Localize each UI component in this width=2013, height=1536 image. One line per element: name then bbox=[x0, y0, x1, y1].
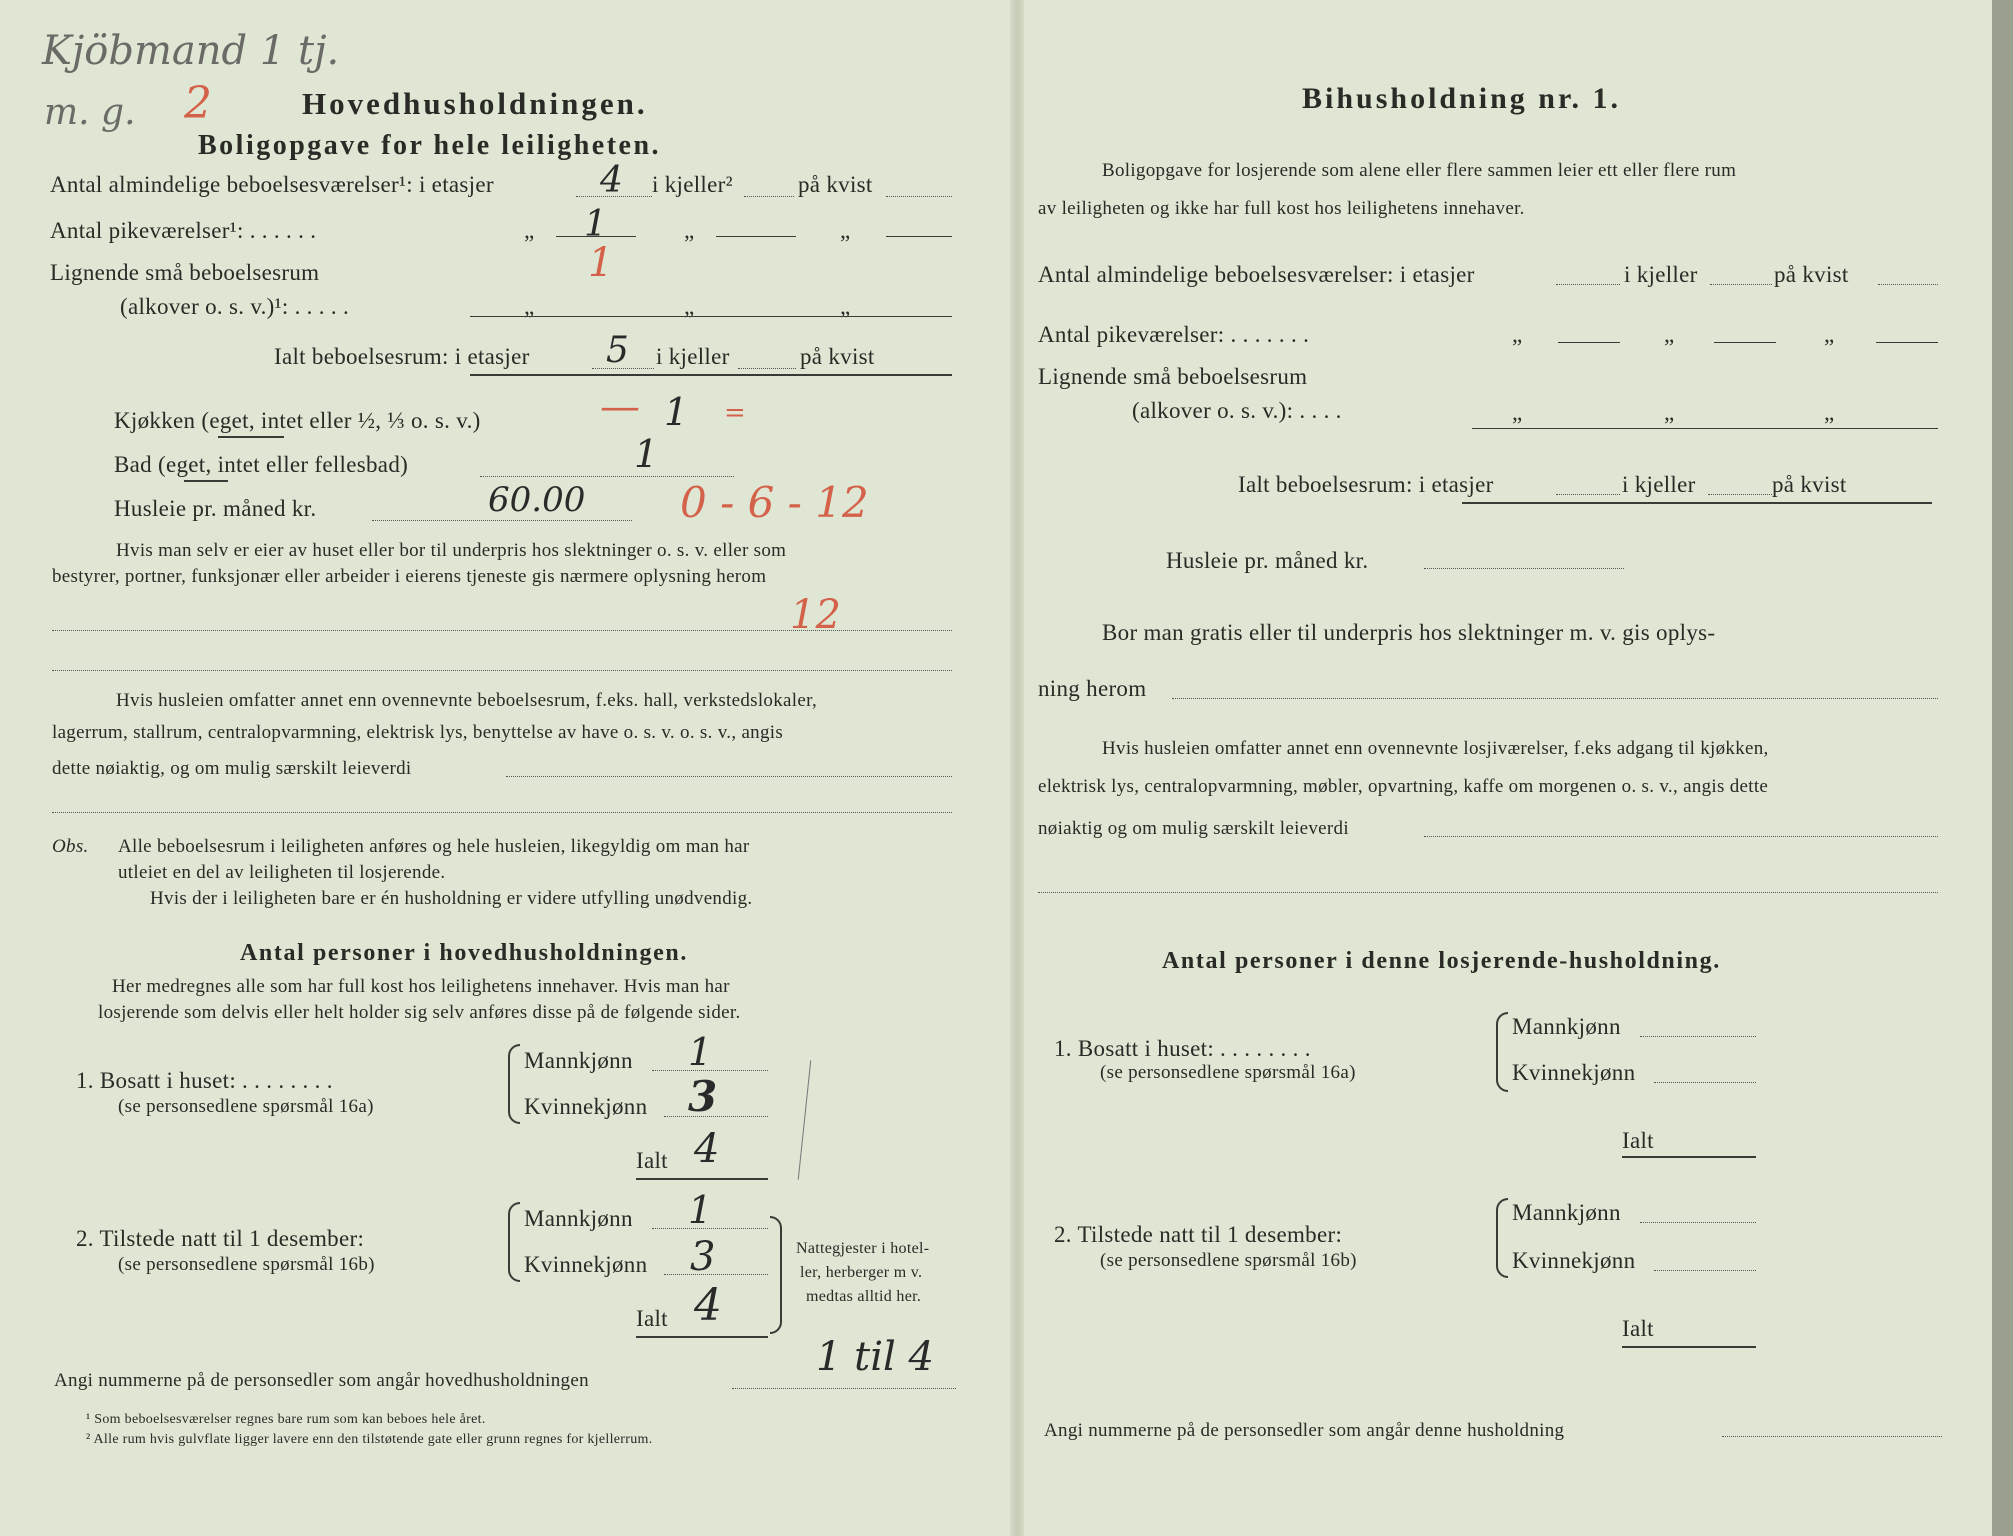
right-bor-field bbox=[1172, 698, 1938, 699]
right-pike-kjeller-field bbox=[1714, 342, 1776, 343]
right-q2-mann-field bbox=[1640, 1222, 1756, 1223]
left-q2-ialt-line bbox=[636, 1336, 768, 1338]
p1-field-2 bbox=[52, 670, 952, 671]
rooms-kjeller-field bbox=[744, 196, 794, 197]
natt-line1: Nattegjester i hotel- bbox=[796, 1240, 930, 1257]
right-husleie-field bbox=[1424, 568, 1624, 569]
left-subtitle: Boligopgave for hele leiligheten. bbox=[198, 130, 662, 161]
left-q2-mann-label: Mannkjønn bbox=[524, 1206, 633, 1231]
right-p-line2: elektrisk lys, centralopvarmning, møbler, opvartning, kaffe om morgenen o. s. v., angis dette bbox=[1038, 776, 1769, 797]
right-small-rooms-line1: Lignende små beboelsesrum bbox=[1038, 364, 1308, 389]
right-p-field-2 bbox=[1038, 892, 1938, 893]
right-q1-mann-field bbox=[1640, 1036, 1756, 1037]
right-rooms-line: Antal almindelige beboelsesværelser: i etasjer bbox=[1038, 262, 1475, 287]
left-q2-label: 2. Tilstede natt til 1 desember: bbox=[76, 1226, 365, 1251]
obs-line1: Alle beboelsesrum i leiligheten anføres og hele husleien, likegyldig om man har bbox=[118, 836, 750, 857]
right-q1-sub: (se personsedlene spørsmål 16a) bbox=[1100, 1062, 1356, 1083]
ditto-mark: „ bbox=[1512, 322, 1523, 347]
ditto-mark: „ bbox=[1664, 322, 1675, 347]
right-intro-line1: Boligopgave for losjerende som alene eller flere sammen leier ett eller flere rum bbox=[1102, 160, 1737, 181]
right-rooms-kvist-field bbox=[1878, 284, 1938, 285]
ditto-mark: „ bbox=[524, 218, 535, 243]
kjokken-eget-underline bbox=[218, 436, 284, 438]
p2-field-1 bbox=[506, 776, 952, 777]
pike-etasjer-value: 1 bbox=[584, 204, 607, 245]
right-bor-line1: Bor man gratis eller til underpris hos slektninger m. v. gis oplys- bbox=[1102, 620, 1716, 645]
ditto-mark: „ bbox=[1512, 400, 1523, 425]
left-q2-kvinne-value: 3 bbox=[690, 1234, 716, 1280]
right-q1-brace bbox=[1496, 1012, 1508, 1092]
small-rooms-line1: Lignende små beboelsesrum bbox=[50, 260, 320, 285]
husleie-field bbox=[372, 520, 632, 521]
pike-kjeller-field bbox=[716, 236, 796, 237]
husleie-label: Husleie pr. måned kr. bbox=[114, 496, 317, 521]
right-rooms-kjeller-field bbox=[1710, 284, 1772, 285]
small-rooms-field bbox=[470, 316, 952, 317]
ialt-kjeller-field bbox=[738, 368, 796, 369]
right-rooms-kjeller-label: i kjeller bbox=[1624, 262, 1698, 287]
right-ialt-kjeller-field bbox=[1708, 494, 1772, 495]
p2-field-2 bbox=[52, 812, 952, 813]
margin-note-number: 2 bbox=[184, 78, 212, 129]
right-ialt-kjeller-label: i kjeller bbox=[1622, 472, 1696, 497]
margin-note-2: m. g. bbox=[44, 92, 136, 133]
p1-field-1 bbox=[52, 630, 952, 631]
ialt-kvist-label: på kvist bbox=[800, 344, 875, 369]
right-pike-kvist-field bbox=[1876, 342, 1938, 343]
left-q1-ialt-line bbox=[636, 1178, 768, 1180]
rooms-line: Antal almindelige beboelsesværelser¹: i etasjer bbox=[50, 172, 494, 197]
small-rooms-line2: (alkover o. s. v.)¹: . . . . . bbox=[120, 294, 350, 319]
bad-label: Bad (eget, intet eller fellesbad) bbox=[114, 452, 409, 477]
p2-line2: lagerrum, stallrum, centralopvarmning, elektrisk lys, benyttelse av have o. s. v. o. s. v., angis bbox=[52, 722, 784, 743]
right-p-field-1 bbox=[1424, 836, 1938, 837]
left-title: Hovedhusholdningen. bbox=[302, 86, 648, 121]
left-q1-kvinne-value: 3 bbox=[688, 1072, 718, 1121]
right-q1-ialt-line bbox=[1622, 1156, 1756, 1158]
kjokken-value: 1 bbox=[664, 390, 689, 434]
natt-brace bbox=[770, 1216, 782, 1334]
right-intro-line2: av leiligheten og ikke har full kost hos leilighetens innehaver. bbox=[1038, 198, 1525, 219]
left-q2-kvinne-label: Kvinnekjønn bbox=[524, 1252, 648, 1277]
left-q2-kvinne-field bbox=[664, 1274, 768, 1275]
margin-note: Kjöbmand 1 tj. bbox=[42, 28, 340, 74]
bad-value: 1 bbox=[634, 432, 659, 476]
rooms-kvist-label: på kvist bbox=[798, 172, 873, 197]
obs-label: Obs. bbox=[52, 836, 89, 857]
ditto-mark: „ bbox=[524, 294, 535, 319]
left-angi-field bbox=[732, 1388, 956, 1389]
right-small-rooms-field bbox=[1472, 428, 1938, 429]
right-ialt-underline bbox=[1462, 502, 1932, 504]
pike-label: Antal pikeværelser¹: . . . . . . bbox=[50, 218, 317, 243]
left-q2-mann-value: 1 bbox=[688, 1188, 713, 1232]
p1-line1: Hvis man selv er eier av huset eller bor til underpris hos slektninger o. s. v. eller som bbox=[116, 540, 787, 561]
right-rooms-kvist-label: på kvist bbox=[1774, 262, 1849, 287]
right-q2-kvinne-label: Kvinnekjønn bbox=[1512, 1248, 1636, 1273]
left-q1-ialt-label: Ialt bbox=[636, 1148, 668, 1173]
right-ialt-label: Ialt beboelsesrum: i etasjer bbox=[1238, 472, 1494, 497]
left-q1-label: 1. Bosatt i huset: . . . . . . . . bbox=[76, 1068, 333, 1093]
ditto-mark: „ bbox=[684, 294, 695, 319]
left-q2-ialt-label: Ialt bbox=[636, 1306, 668, 1331]
p2-line3: dette nøiaktig, og om mulig særskilt leieverdi bbox=[52, 758, 412, 779]
right-ialt-kvist-label: på kvist bbox=[1772, 472, 1847, 497]
red-12: 12 bbox=[790, 592, 841, 638]
left-q2-sub: (se personsedlene spørsmål 16b) bbox=[118, 1254, 375, 1275]
left-q2-ialt-value: 4 bbox=[694, 1280, 722, 1331]
left-q1-kvinne-label: Kvinnekjønn bbox=[524, 1094, 648, 1119]
right-rooms-etasjer-field bbox=[1556, 284, 1620, 285]
right-q1-kvinne-label: Kvinnekjønn bbox=[1512, 1060, 1636, 1085]
right-pike-etasjer-field bbox=[1558, 342, 1620, 343]
left-angi-label: Angi nummerne på de personsedler som angår hovedhusholdningen bbox=[54, 1370, 589, 1391]
footnote-2: ² Alle rum hvis gulvflate ligger lavere enn den tilstøtende gate eller grunn regnes for kjellerrum. bbox=[86, 1432, 653, 1447]
right-q2-sub: (se personsedlene spørsmål 16b) bbox=[1100, 1250, 1357, 1271]
left-q1-mann-label: Mannkjønn bbox=[524, 1048, 633, 1073]
kjokken-red-dash: — bbox=[600, 384, 640, 430]
rooms-kjeller-label: i kjeller² bbox=[652, 172, 733, 197]
right-q1-ialt-label: Ialt bbox=[1622, 1128, 1654, 1153]
rooms-etasjer-value: 4 bbox=[600, 160, 623, 201]
ditto-mark: „ bbox=[684, 218, 695, 243]
right-q2-kvinne-field bbox=[1654, 1270, 1756, 1271]
p1-line2: bestyrer, portner, funksjonær eller arbeider i eierens tjeneste gis nærmere oplysning herom bbox=[52, 566, 767, 587]
right-p-line3: nøiaktig og om mulig særskilt leieverdi bbox=[1038, 818, 1349, 839]
right-q2-ialt-label: Ialt bbox=[1622, 1316, 1654, 1341]
husleie-value: 60.00 bbox=[488, 480, 586, 520]
natt-line3: medtas alltid her. bbox=[806, 1288, 922, 1305]
ditto-mark: „ bbox=[1824, 400, 1835, 425]
red-code: 0 - 6 - 12 bbox=[680, 478, 869, 527]
left-q1-check-stroke bbox=[798, 1060, 812, 1179]
right-small-rooms-line2: (alkover o. s. v.): . . . . bbox=[1132, 398, 1342, 423]
bad-field bbox=[480, 476, 734, 477]
natt-line2: ler, herberger m v. bbox=[800, 1264, 923, 1281]
ialt-etasjer-value: 5 bbox=[606, 330, 629, 371]
right-q1-mann-label: Mannkjønn bbox=[1512, 1014, 1621, 1039]
right-q2-mann-label: Mannkjønn bbox=[1512, 1200, 1621, 1225]
kjokken-red-equals: = bbox=[724, 398, 746, 428]
left-q1-brace bbox=[508, 1044, 520, 1124]
ditto-mark: „ bbox=[1824, 322, 1835, 347]
obs-line3: Hvis der i leiligheten bare er én husholdning er videre utfylling unødvendig. bbox=[150, 888, 753, 909]
left-persons-p1: Her medregnes alle som har full kost hos leilighetens innehaver. Hvis man har bbox=[112, 976, 730, 997]
right-p-line1: Hvis husleien omfatter annet enn ovennevnte losjiværelser, f.eks adgang til kjøkken, bbox=[1102, 738, 1769, 759]
right-pike-label: Antal pikeværelser: . . . . . . . bbox=[1038, 322, 1310, 347]
ialt-label: Ialt beboelsesrum: i etasjer bbox=[274, 344, 530, 369]
ialt-kjeller-label: i kjeller bbox=[656, 344, 730, 369]
left-q1-ialt-value: 4 bbox=[694, 1126, 720, 1172]
footnote-1: ¹ Som beboelsesværelser regnes bare rum som kan beboes hele året. bbox=[86, 1412, 486, 1427]
right-q1-kvinne-field bbox=[1654, 1082, 1756, 1083]
left-persons-p2: losjerende som delvis eller helt holder sig selv anføres disse på de følgende sider. bbox=[98, 1002, 741, 1023]
right-q1-label: 1. Bosatt i huset: . . . . . . . . bbox=[1054, 1036, 1311, 1061]
pike-kvist-field bbox=[886, 236, 952, 237]
left-angi-value: 1 til 4 bbox=[816, 1334, 934, 1380]
right-q2-brace bbox=[1496, 1198, 1508, 1278]
ialt-underline bbox=[470, 374, 952, 376]
right-angi-field bbox=[1722, 1436, 1942, 1437]
right-persons-title: Antal personer i denne losjerende-husholdning. bbox=[1162, 948, 1721, 974]
ditto-mark: „ bbox=[840, 294, 851, 319]
right-husleie-label: Husleie pr. måned kr. bbox=[1166, 548, 1369, 573]
left-q2-brace bbox=[508, 1202, 520, 1282]
page-fold bbox=[1010, 0, 1024, 1536]
small-rooms-red-mark: 1 bbox=[588, 240, 614, 286]
right-q2-label: 2. Tilstede natt til 1 desember: bbox=[1054, 1222, 1343, 1247]
left-q1-sub: (se personsedlene spørsmål 16a) bbox=[118, 1096, 374, 1117]
scan-edge bbox=[1992, 0, 2013, 1536]
obs-line2: utleiet en del av leiligheten til losjerende. bbox=[118, 862, 446, 883]
ditto-mark: „ bbox=[1664, 400, 1675, 425]
ditto-mark: „ bbox=[840, 218, 851, 243]
right-angi-label: Angi nummerne på de personsedler som angår denne husholdning bbox=[1044, 1420, 1565, 1441]
kjokken-label: Kjøkken (eget, intet eller ½, ⅓ o. s. v.) bbox=[114, 408, 481, 433]
bad-eget-underline bbox=[184, 480, 228, 482]
p2-line1: Hvis husleien omfatter annet enn ovennevnte beboelsesrum, f.eks. hall, verkstedslokaler, bbox=[116, 690, 817, 711]
rooms-kvist-field bbox=[886, 196, 952, 197]
right-bor-line2: ning herom bbox=[1038, 676, 1147, 701]
right-title: Bihusholdning nr. 1. bbox=[1302, 82, 1622, 115]
right-ialt-etasjer-field bbox=[1556, 494, 1620, 495]
right-q2-ialt-line bbox=[1622, 1346, 1756, 1348]
left-persons-title: Antal personer i hovedhusholdningen. bbox=[240, 940, 688, 966]
left-q1-mann-value: 1 bbox=[688, 1030, 713, 1074]
